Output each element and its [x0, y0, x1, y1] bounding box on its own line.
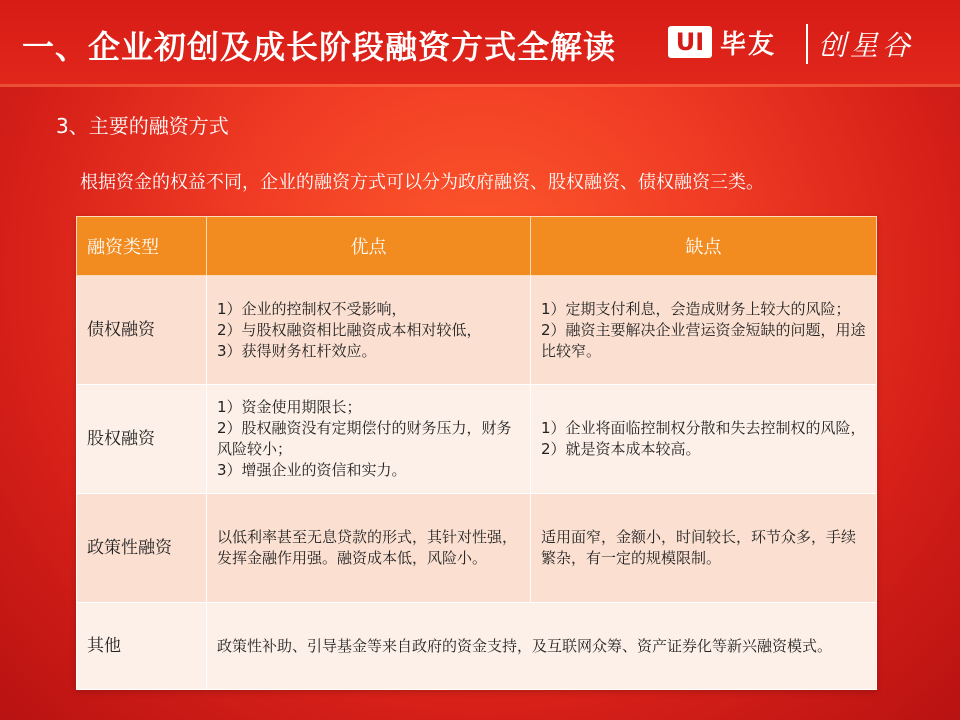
table-row: [77, 385, 877, 494]
pros-line: 1）企业的控制权不受影响，: [217, 299, 407, 318]
table-header-row: [77, 217, 877, 276]
row-pros: 以低利率甚至无息贷款的形式，其针对性强，发挥金融作用强。融资成本低，风险小。: [207, 494, 531, 603]
header-type: 融资类型: [77, 217, 207, 276]
table-row: [77, 494, 877, 603]
cons-line: 2）融资主要解决企业营运资金短缺的问题，用途比较窄。: [541, 320, 866, 360]
logo-name: 毕友: [720, 30, 777, 60]
logo-script: 创星谷: [818, 29, 915, 62]
row-type: 股权融资: [77, 385, 207, 494]
row-type: 债权融资: [77, 276, 207, 385]
table-row: [77, 276, 877, 385]
logo-divider: [806, 24, 808, 64]
financing-table: [76, 216, 877, 690]
row-other: 政策性补助、引导基金等来自政府的资金支持，及互联网众筹、资产证券化等新兴融资模式。: [207, 603, 877, 690]
row-cons: 适用面窄，金额小，时间较长，环节众多，手续繁杂，有一定的规模限制。: [531, 494, 877, 603]
page-title: 一、企业初创及成长阶段融资方式全解读: [22, 28, 617, 66]
row-cons: [531, 276, 877, 385]
pros-line: 3）增强企业的资信和实力。: [217, 461, 407, 479]
header-pros: 优点: [207, 217, 531, 276]
logo-mark: UI: [668, 26, 712, 58]
brand-logo: [668, 20, 948, 66]
pros-line: 2）与股权融资相比融资成本相对较低，: [217, 320, 482, 339]
row-pros: [207, 276, 531, 385]
pros-line: 3）获得财务杠杆效应。: [217, 341, 377, 360]
table-row: [77, 603, 877, 690]
row-pros: [207, 385, 531, 494]
cons-line: 1）企业将面临控制权分散和失去控制权的风险，: [541, 419, 866, 437]
title-bar-divider: [0, 84, 960, 87]
cons-line: 2）就是资本成本较高。: [541, 440, 701, 458]
row-type: 其他: [77, 603, 207, 690]
pros-line: 2）股权融资没有定期偿付的财务压力，财务风险较小；: [217, 419, 512, 458]
pros-line: 1）资金使用期限长；: [217, 398, 362, 416]
header-cons: 缺点: [531, 217, 877, 276]
intro-text: 根据资金的权益不同，企业的融资方式可以分为政府融资、股权融资、债权融资三类。: [80, 172, 764, 193]
section-title: 3、主要的融资方式: [56, 114, 229, 138]
row-cons: [531, 385, 877, 494]
cons-line: 1）定期支付利息，会造成财务上较大的风险；: [541, 299, 851, 318]
row-type: 政策性融资: [77, 494, 207, 603]
